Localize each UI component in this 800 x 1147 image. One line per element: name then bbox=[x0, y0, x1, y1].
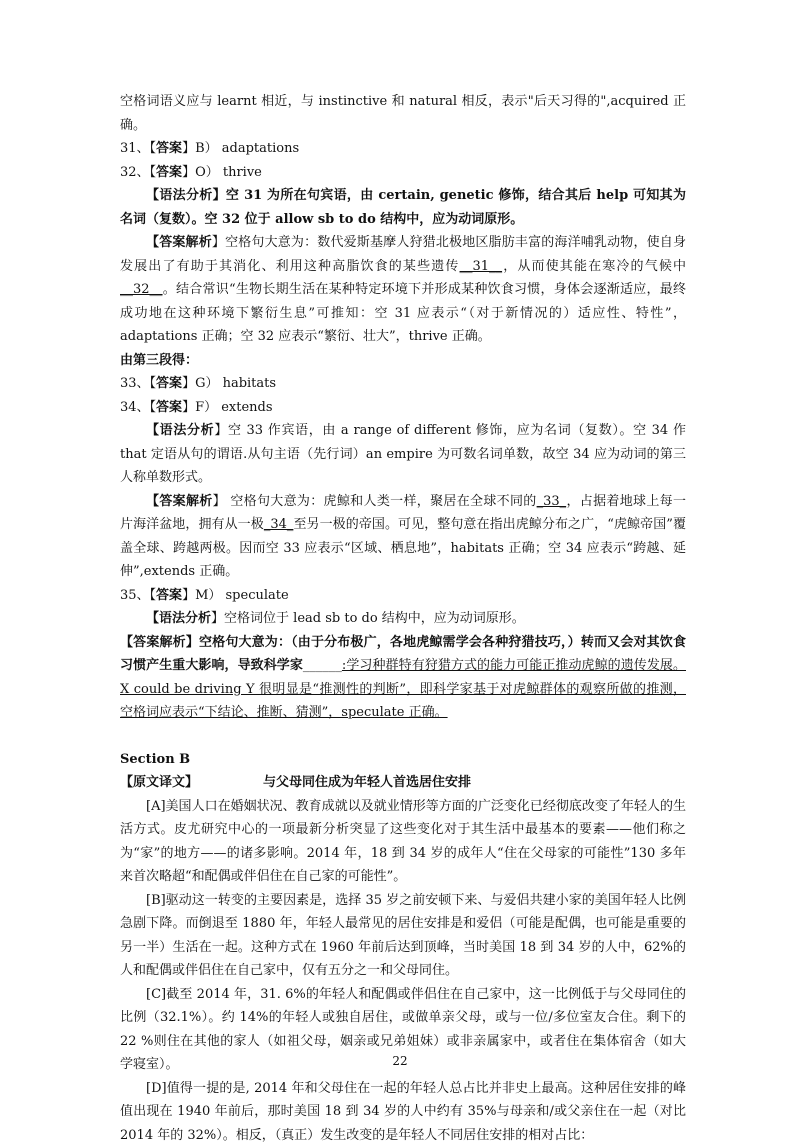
translation-title-line bbox=[120, 771, 686, 795]
grammar-analysis-33-34: 【语法分析】空 33 作宾语，由 a range of different 修饰，应为名词（复数）。空 34 作 that 定语从句的谓语.从句主语（先行词）an empire 为可数名词单数，故空 34 应为动词的第三人称单数形式。 bbox=[120, 419, 686, 490]
section-b-heading: Section B bbox=[120, 748, 686, 772]
answer-33: 33、【答案】G） habitats bbox=[120, 372, 686, 396]
paragraph-c: [C]截至 2014 年，31. 6%的年轻人和配偶或伴侣住在自己家中，这一比例低于与父母同住的比例（32.1%）。约 14%的年轻人或独自居住，或做单亲父母，或与一位/多位室友合住。剩下的 22 %则住在其他的家人（如祖父母，姻亲或兄弟姐妹）或非亲属家中，或者住在集体宿舍（如大学寝室）。 bbox=[120, 983, 686, 1077]
translation-title: 与父母同住成为年轻人首选居住安排 bbox=[263, 771, 471, 795]
grammar-analysis-31-32: 【语法分析】空 31 为所在句宾语，由 certain, genetic 修饰，结合其后 help 可知其为名词（复数）。空 32 位于 allow sb to do 结构中，应为动词原形。 bbox=[120, 184, 686, 231]
grammar-analysis-35: 【语法分析】空格词位于 lead sb to do 结构中，应为动词原形。 bbox=[120, 607, 686, 631]
answer-34: 34、【答案】F） extends bbox=[120, 396, 686, 420]
answer-explanation-35: 【答案解析】空格句大意为：（由于分布极广，各地虎鲸需学会各种狩猎技巧，）转而又会对其饮食习惯产生重大影响，导致科学家______:学习种群特有狩猎方式的能力可能正推动虎鲸的遗传发展。X could be driving Y 很明显是“推测性的判断”，即科学家基于对虎鲸群体的观察所做的推测，空格词应表示“下结论、推断、猜测”，speculate 正确。 bbox=[120, 631, 686, 725]
paragraph-a: [A]美国人口在婚姻状况、教育成就以及就业情形等方面的广泛变化已经彻底改变了年轻人的生活方式。皮尤研究中心的一项最新分析突显了这些变化对于其生活中最基本的要素——他们称之为“家”的地方——的诸多影响。2014 年，18 到 34 岁的成年人“住在父母家的可能性”130 多年来首次略超“和配偶或伴侣住在自己家的可能性”。 bbox=[120, 795, 686, 889]
answer-31: 31、【答案】B） adaptations bbox=[120, 137, 686, 161]
answer-32: 32、【答案】O） thrive bbox=[120, 161, 686, 185]
answer-explanation-33-34: 【答案解析】 空格句大意为：虎鲸和人类一样，聚居在全球不同的_33_，占据着地球上每一片海洋盆地，拥有从一极_34_至另一极的帝国。可见，整句意在指出虎鲸分布之广，“虎鲸帝国”覆盖全球、跨越两极。因而空 33 应表示“区域、栖息地”，habitats 正确；空 34 应表示“跨越、延伸”,extends 正确。 bbox=[120, 490, 686, 584]
translation-label: 【原文译文】 bbox=[120, 771, 198, 795]
spacer bbox=[120, 725, 686, 748]
paragraph-d: [D]值得一提的是, 2014 年和父母住在一起的年轻人总占比并非史上最高。这种居住安排的峰值出现在 1940 年前后，那时美国 18 到 34 岁的人中约有 35%与母亲和/或父亲住在一起（对比 2014 年的 32%）。相反，（真正）发生改变的是年轻人不同居住安排的相对占比： bbox=[120, 1077, 686, 1147]
answer-explanation-31-32: 【答案解析】空格句大意为：数代爱斯基摩人狩猎北极地区脂肪丰富的海洋哺乳动物，使自身发展出了有助于其消化、利用这种高脂饮食的某些遗传__31__，从而使其能在寒冷的气候中__32__。结合常识“生物长期生活在某种特定环境下并形成某种饮食习惯，身体会逐渐适应，最终成功地在这种环境下繁衍生息”可推知：空 31 应表示“（对于新情况的）适应性、特性”，adaptations 正确；空 32 应表示“繁衍、壮大”，thrive 正确。 bbox=[120, 231, 686, 349]
paragraph-q30-tail: 空格词语义应与 learnt 相近，与 instinctive 和 natural 相反，表示"后天习得的",acquired 正确。 bbox=[120, 90, 686, 137]
answer-35: 35、【答案】M） speculate bbox=[120, 584, 686, 608]
page-number: 22 bbox=[0, 1054, 800, 1068]
section-heading-paragraph-3: 由第三段得： bbox=[120, 349, 686, 373]
paragraph-b: [B]驱动这一转变的主要因素是，选择 35 岁之前安顿下来、与爱侣共建小家的美国年轻人比例急剧下降。而倒退至 1880 年，年轻人最常见的居住安排是和爱侣（可能是配偶，也可能是重要的另一半）生活在一起。这种方式在 1960 年前后达到顶峰，当时美国 18 到 34 岁的人中，62%的人和配偶或伴侣住在自己家中，仅有五分之一和父母同住。 bbox=[120, 889, 686, 983]
document-body bbox=[120, 90, 686, 1147]
